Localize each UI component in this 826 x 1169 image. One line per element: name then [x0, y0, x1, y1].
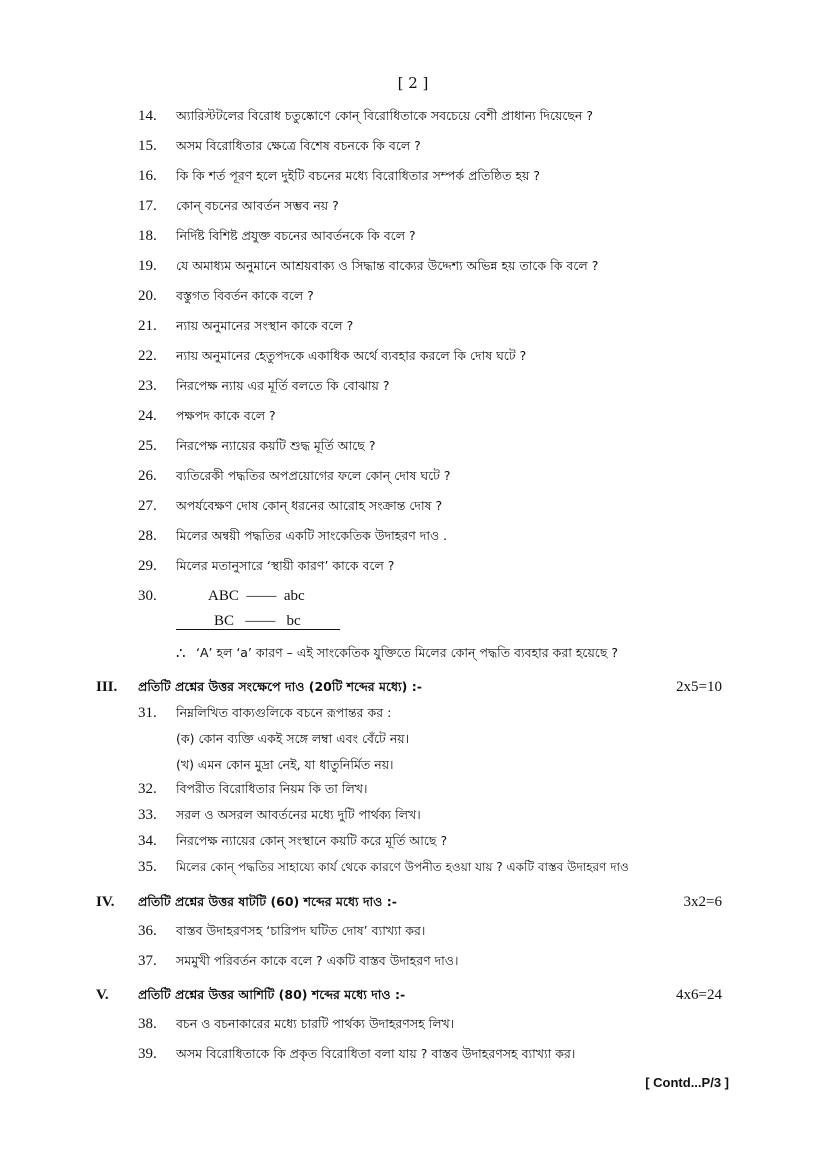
question-number: 25. — [138, 438, 157, 454]
q31-sub-ka: (ক) কোন ব্যক্তি একই সঙ্গে লম্বা এবং বেঁটে নয়। — [176, 731, 410, 746]
question-34 — [138, 833, 447, 853]
question-number: 30. — [138, 588, 157, 604]
question-number: 31. — [138, 705, 157, 721]
question-20 — [138, 288, 314, 308]
section-numeral: III. — [96, 679, 118, 695]
page-number: [ 2 ] — [397, 74, 429, 92]
question-16 — [138, 168, 540, 188]
question-number: 24. — [138, 408, 157, 424]
question-35 — [138, 859, 629, 879]
question-23 — [138, 378, 389, 398]
question-number: 23. — [138, 378, 157, 394]
question-number: 28. — [138, 528, 157, 544]
question-18 — [138, 228, 416, 248]
question-24 — [138, 408, 276, 428]
question-38 — [138, 1016, 454, 1036]
question-text: অসম বিরোধিতার ক্ষেত্রে বিশেষ বচনকে কি বলে ? — [176, 138, 421, 153]
question-number: 22. — [138, 348, 157, 364]
question-number: 26. — [138, 468, 157, 484]
question-text: ন্যায় অনুমানের হেতুপদকে একাধিক অর্থে ব্যবহার করলে কি দোষ ঘটে ? — [176, 348, 527, 363]
q31-sub-kha: (খ) এমন কোন মুদ্রা নেই, যা ধাতুনির্মিত নয়। — [176, 757, 394, 772]
question-number: 19. — [138, 258, 157, 274]
section-4-header — [96, 894, 726, 914]
section-marks: 2x5=10 — [676, 679, 722, 695]
question-text: বিপরীত বিরোধিতার নিয়ম কি তা লিখ। — [176, 781, 368, 796]
question-text: মিলের মতানুসারে ‘স্থায়ী কারণ’ কাকে বলে ? — [176, 558, 395, 573]
question-28 — [138, 528, 447, 548]
premise-line-2: BC —— bc — [214, 613, 301, 629]
section-marks: 4x6=24 — [676, 987, 722, 1003]
question-text: মিলের কোন্ পদ্ধতির সাহায্যে কার্য থেকে কারণে উপনীত হওয়া যায় ? একটি বাস্তব উদাহরণ দাও — [176, 860, 629, 874]
question-number: 37. — [138, 953, 157, 969]
therefore-symbol: ∴ — [176, 646, 186, 662]
premise-line-1: ABC —— abc — [208, 588, 305, 604]
section-numeral: V. — [96, 987, 109, 1003]
question-number: 16. — [138, 168, 157, 184]
question-14 — [138, 108, 593, 128]
question-number: 34. — [138, 833, 157, 849]
question-text: কি কি শর্ত পূরণ হলে দুইটি বচনের মধ্যে বিরোধিতার সম্পর্ক প্রতিষ্ঠিত হয় ? — [176, 168, 540, 183]
question-number: 39. — [138, 1046, 157, 1062]
question-text: যে অমাধ্যম অনুমানে আশ্রয়বাক্য ও সিদ্ধান্ত বাক্যের উদ্দেশ্য অভিন্ন হয় তাকে কি বলে ? — [176, 258, 599, 273]
question-33 — [138, 807, 421, 827]
question-number: 38. — [138, 1016, 157, 1032]
question-text: মিলের অন্বয়ী পদ্ধতির একটি সাংকেতিক উদাহরণ দাও . — [176, 528, 448, 543]
question-text: ন্যায় অনুমানের সংস্থান কাকে বলে ? — [176, 318, 354, 333]
question-29 — [138, 558, 394, 578]
question-37 — [138, 953, 458, 973]
section-title: প্রতিটি প্রশ্নের উত্তর আশিটি (80) শব্দের মধ্যে দাও :- — [138, 987, 406, 1002]
question-number: 27. — [138, 498, 157, 514]
question-number: 36. — [138, 923, 157, 939]
section-title: প্রতিটি প্রশ্নের উত্তর সংক্ষেপে দাও (20টি শব্দের মধ্যে) :- — [138, 679, 422, 694]
section-5-header — [96, 987, 726, 1007]
question-number: 20. — [138, 288, 157, 304]
question-text: নিরপেক্ষ ন্যায়ের কোন্ সংস্থানে কয়টি করে মূর্তি আছে ? — [176, 833, 448, 848]
question-number: 32. — [138, 781, 157, 797]
question-text: বস্তুগত বিবর্তন কাকে বলে ? — [176, 288, 314, 303]
question-22 — [138, 348, 526, 368]
question-text: অ্যারিস্টটলের বিরোধ চতুষ্কোণে কোন্ বিরোধিতাকে সবচেয়ে বেশী প্রাধান্য দিয়েছেন ? — [176, 108, 594, 123]
question-number: 29. — [138, 558, 157, 574]
question-text: নিম্নলিখিত বাক্যগুলিকে বচনে রূপান্তর কর : — [176, 705, 392, 720]
question-text: কোন্ বচনের আবর্তন সম্ভব নয় ? — [176, 198, 339, 213]
question-30 — [138, 588, 176, 605]
question-27 — [138, 498, 442, 518]
question-17 — [138, 198, 339, 218]
question-15 — [138, 138, 421, 158]
question-number: 33. — [138, 807, 157, 823]
question-text: অপর্যবেক্ষণ দোষ কোন্ ধরনের আরোহ সংক্রান্ত দোষ ? — [176, 498, 443, 513]
question-text: নির্দিষ্ট বিশিষ্ট প্রযুক্ত বচনের আবর্তনকে কি বলে ? — [176, 228, 416, 243]
question-text: অসম বিরোধিতাকে কি প্রকৃত বিরোধিতা বলা যায় ? বাস্তব উদাহরণসহ ব্যাখ্যা কর। — [176, 1046, 576, 1061]
question-text: নিরপেক্ষ ন্যায় এর মূর্তি বলতে কি বোঝায় ? — [176, 378, 390, 393]
question-text: নিরপেক্ষ ন্যায়ের কয়টি শুদ্ধ মূর্তি আছে ? — [176, 438, 376, 453]
question-text: সরল ও অসরল আবর্তনের মধ্যে দুটি পার্থক্য লিখ। — [176, 807, 421, 822]
question-number: 15. — [138, 138, 157, 154]
section-marks: 3x2=6 — [683, 894, 722, 910]
question-39 — [138, 1046, 575, 1066]
question-31 — [138, 705, 391, 725]
question-number: 18. — [138, 228, 157, 244]
premise-underline — [176, 629, 340, 630]
question-text: পক্ষপদ কাকে বলে ? — [176, 408, 276, 423]
question-text: সমমুখী পরিবর্তন কাকে বলে ? একটি বাস্তব উদাহরণ দাও। — [176, 953, 459, 968]
q30-conclusion-text: ‘A’ হল ‘a’ কারণ – এই সাংকেতিক যুক্তিতে মিলের কোন্ পদ্ধতি ব্যবহার করা হয়েছে ? — [196, 645, 619, 660]
section-title: প্রতিটি প্রশ্নের উত্তর ষাটটি (60) শব্দের মধ্যে দাও :- — [138, 894, 397, 909]
question-32 — [138, 781, 367, 801]
question-number: 35. — [138, 859, 157, 875]
section-numeral: IV. — [96, 894, 115, 910]
question-number: 17. — [138, 198, 157, 214]
question-19 — [138, 258, 598, 278]
question-36 — [138, 923, 425, 943]
question-26 — [138, 468, 451, 488]
question-text: ব্যতিরেকী পদ্ধতির অপপ্রয়োগের ফলে কোন্ দোষ ঘটে ? — [176, 468, 451, 483]
question-25 — [138, 438, 376, 458]
continued-marker: [ Contd...P/3 ] — [645, 1075, 729, 1090]
question-number: 14. — [138, 108, 157, 124]
question-number: 21. — [138, 318, 157, 334]
section-3-header — [96, 679, 726, 699]
question-21 — [138, 318, 353, 338]
question-text: বাস্তব উদাহরণসহ ‘চারিপদ ঘটিত দোষ’ ব্যাখ্যা কর। — [176, 923, 426, 938]
question-text: বচন ও বচনাকারের মধ্যে চারটি পার্থক্য উদাহরণসহ লিখ। — [176, 1016, 455, 1031]
